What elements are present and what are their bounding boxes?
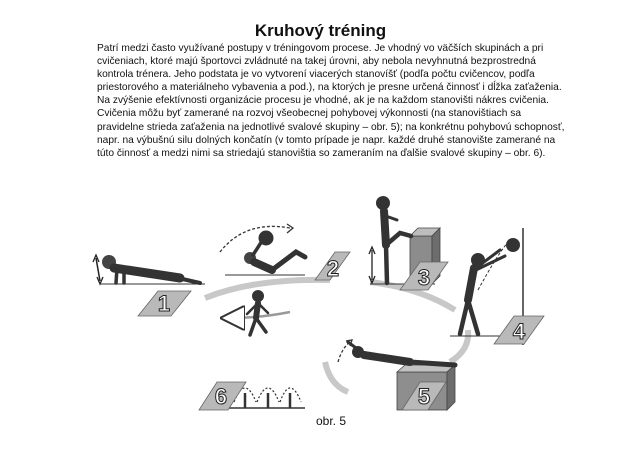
station-number: 3 (417, 265, 431, 290)
station-number: 2 (326, 256, 340, 281)
figure-caption: obr. 5 (316, 414, 347, 428)
station-number: 5 (417, 384, 431, 409)
medicine-ball (506, 238, 520, 252)
station-2-situp-ball (220, 224, 350, 281)
station-number: 1 (157, 291, 171, 316)
station-number: 4 (512, 319, 526, 344)
station-6-hurdle-jumps (199, 290, 305, 410)
flow-arrow-1-2 (205, 280, 330, 298)
page-title: Kruhový tréning (254, 21, 387, 40)
station-4-wall-throw (450, 228, 544, 345)
station-5-back-extension (338, 340, 455, 410)
flow-arrow-5-6 (325, 362, 348, 392)
station-number: 6 (214, 384, 228, 409)
station-1-pushup (93, 255, 205, 316)
paragraph-exercises: Cvičenia môžu byť zamerané na rozvoj všeobecnej pohybovej výkonnosti (na stanovištiach sa pravidelne strieda zaťaženia na jednotlivé svalové skupiny – obr. 5); na konkrétnu pohybovú schopnosť, napr. na výbušnú silu dolných končatín (v tomto prípade je napr. každé druhé stanovište zamerané na túto činnosť a medzi nimi sa striedajú stanovištia so zameraním na ďalšie svalové skupiny – obr. 6). (97, 108, 565, 159)
station-3-step-up (369, 196, 448, 290)
flow-arrow-return (230, 312, 290, 318)
paragraph-intro: Patrí medzi často využívané postupy v tréningovom procese. Je vhodný vo väčších skupinách a pri cvičeniach, ktoré majú športovci zvládnuté na takej úrovni, aby nebola nevyhnutná bezprostredná kontrola trénera. Jeho podstata je vo vytvorení viacerých stanovíšť (podľa počtu cvičencov, podľa priestorového a materiálneho vybavenia a pod.), na ktorých je presne určená činnosť i dĺžka zaťaženia. Na zvýšenie efektívnosti organizácie procesu je vhodné, ak je na každom stanovišti nákres cvičenia. (97, 43, 562, 107)
